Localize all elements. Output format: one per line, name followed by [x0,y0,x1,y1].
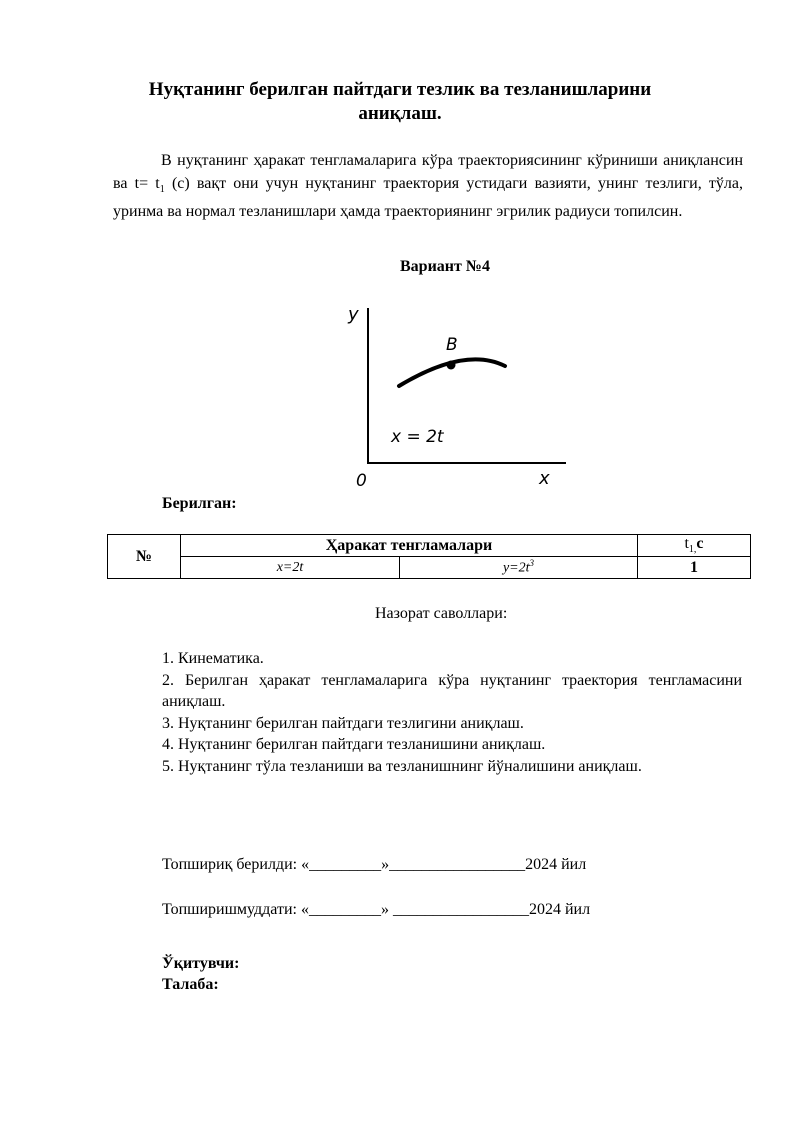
list-item: 1. Кинематика. [162,650,264,667]
title-line-1: Нуқтанинг берилган пайтдаги тезлик ва тезланишларини [148,79,652,100]
equations-header: Ҳаракат тенгламалари [181,535,638,557]
y-equation-base: y=2t [502,560,530,576]
document-title [110,78,690,126]
task-description [113,150,743,224]
intro-text-before: В нуқтанинг ҳаракат тенгламаларига кўра траекториясининг кўриниши аниқлансин ва t= t [113,152,743,192]
time-header-main: t [684,535,689,553]
table-header-row [108,535,751,557]
table-row [108,557,751,579]
questions-title: Назорат саволлари: [375,605,508,622]
questions-list [162,648,742,777]
intro-text-after: (с) вақт они учун нуқтанинг траектория устидаги вазияти, унинг тезлиги, тўла, уринма ва нормал тезланишлари ҳамда траекториянинг эгрилик радиуси топилсин. [113,174,744,221]
time-value: 1 [638,557,751,579]
point-b-label: B [446,335,458,355]
y-equation [400,557,638,579]
point-b-marker [447,361,456,370]
time-header-sub: 1, [688,544,697,556]
figure-equation: x = 2t [391,427,444,447]
origin-label: 0 [356,471,367,491]
trajectory-figure [340,296,580,491]
time-header [638,535,751,557]
x-axis-label: x [539,468,550,489]
teacher-label: Ўқитувчи: [162,955,240,972]
deadline-line: Топширишмуддати: «_________» _________________2024 йил [162,901,591,918]
number-header: № [108,535,181,579]
given-label: Берилган: [162,495,237,512]
x-equation: x=2t [181,557,400,579]
assigned-date-line: Топшириқ берилди: «_________»_________________2024 йил [162,856,587,873]
y-equation-exponent: 3 [529,558,535,569]
student-label: Талаба: [162,976,219,993]
list-item: 2. Берилган ҳаракат тенгламаларига кўра нуқтанинг траектория тенгламасини аниқлаш. [162,671,742,710]
intro-subscript: 1 [159,183,165,195]
y-axis-label: y [348,304,359,325]
title-line-2: аниқлаш. [358,103,442,124]
variant-heading: Вариант №4 [400,258,490,275]
list-item: 3. Нуқтанинг берилган пайтдаги тезлигини аниқлаш. [162,714,524,732]
list-item: 5. Нуқтанинг тўла тезланиши ва тезланишнинг йўналишини аниқлаш. [162,757,642,775]
time-header-unit: с [696,535,704,553]
equations-table [107,534,751,579]
list-item: 4. Нуқтанинг берилган пайтдаги тезланишини аниқлаш. [162,736,546,753]
